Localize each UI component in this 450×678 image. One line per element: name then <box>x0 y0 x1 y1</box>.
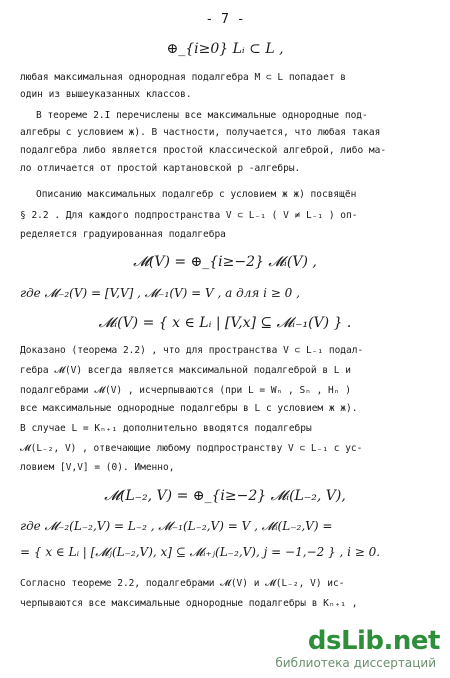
text-line: алгебры с условием ж). В частности, получается, что любая такая <box>20 127 381 138</box>
text-line: В случае L = Kₙ₊₁ дополнительно вводятся подалгебры <box>20 423 312 434</box>
text-line: Описанию максимальных подалгебр с условием ж ж) посвящён <box>36 189 357 200</box>
formula-M-L-2-V: 𝓜(L₋₂, V) = ⊕_{i≥−2} 𝓜ᵢ(L₋₂, V), <box>104 488 346 504</box>
text-line: где 𝓜₋₂(V) = [V,V] , 𝓜₋₁(V) = V , а для i ≥ 0 , <box>20 286 300 300</box>
text-line: ло отличается от простой картановской p -алгебры. <box>20 163 301 174</box>
text-line: любая максимальная однородная подалгебра M ⊂ L попадает в <box>20 72 347 83</box>
watermark-subtitle: библиотека диссертаций <box>275 656 436 670</box>
text-line: подалгебра либо является простой классической алгеброй, либо ма- <box>20 145 387 156</box>
text-line: подалгебрами 𝓜(V) , исчерпываются (при L = Wₙ , Sₙ , Hₙ ) <box>20 385 351 396</box>
text-line: ловием [V,V] = (0). Именно, <box>20 462 175 473</box>
text-line: = { x ∈ Lᵢ | [𝓜ⱼ(L₋₂,V), x] ⊆ 𝓜ᵢ₊ⱼ(L₋₂,V), j = −1,−2 } , i ≥ 0. <box>20 545 381 559</box>
text-line: черпываются все максимальные однородные подалгебры в Kₙ₊₁ , <box>20 598 358 609</box>
text-line: Доказано (теорема 2.2) , что для пространства V ⊂ L₋₁ подал- <box>20 345 364 356</box>
text-line: Согласно теореме 2.2, подалгебрами 𝓜(V) и 𝓜(L₋₂, V) ис- <box>20 578 345 589</box>
text-line: гебра 𝓜(V) всегда является максимальной подалгеброй в L и <box>20 365 351 376</box>
text-line: один из вышеуказанных классов. <box>20 89 192 100</box>
page-number: - 7 - <box>205 12 245 27</box>
text-line: все максимальные однородные подалгебры в L с условием ж ж). <box>20 403 358 414</box>
text-line: В теореме 2.I перечислены все максимальные однородные под- <box>36 110 368 121</box>
formula-direct-sum-L: ⊕_{i≥0} Lᵢ ⊂ L , <box>166 41 284 57</box>
text-line: 𝓜(L₋₂, V) , отвечающие любому подпространству V ⊂ L₋₁ с ус- <box>20 443 363 454</box>
formula-Mi-of-V: 𝓜ᵢ(V) = { x ∈ Lᵢ | [V,x] ⊆ 𝓜ᵢ₋₁(V) } . <box>98 315 352 331</box>
formula-M-of-V: 𝓜(V) = ⊕_{i≥−2} 𝓜ᵢ(V) , <box>133 254 317 270</box>
text-line: где 𝓜₋₂(L₋₂,V) = L₋₂ , 𝓜₋₁(L₋₂,V) = V , 𝓜ᵢ(L₋₂,V) = <box>20 519 333 533</box>
text-line: § 2.2 . Для каждого подпространства V ⊂ L₋₁ ( V ≠ L₋₁ ) оп- <box>20 210 358 221</box>
watermark-logo: dsLib.net <box>307 626 440 656</box>
text-line: ределяется градуированная подалгебра <box>20 229 226 240</box>
